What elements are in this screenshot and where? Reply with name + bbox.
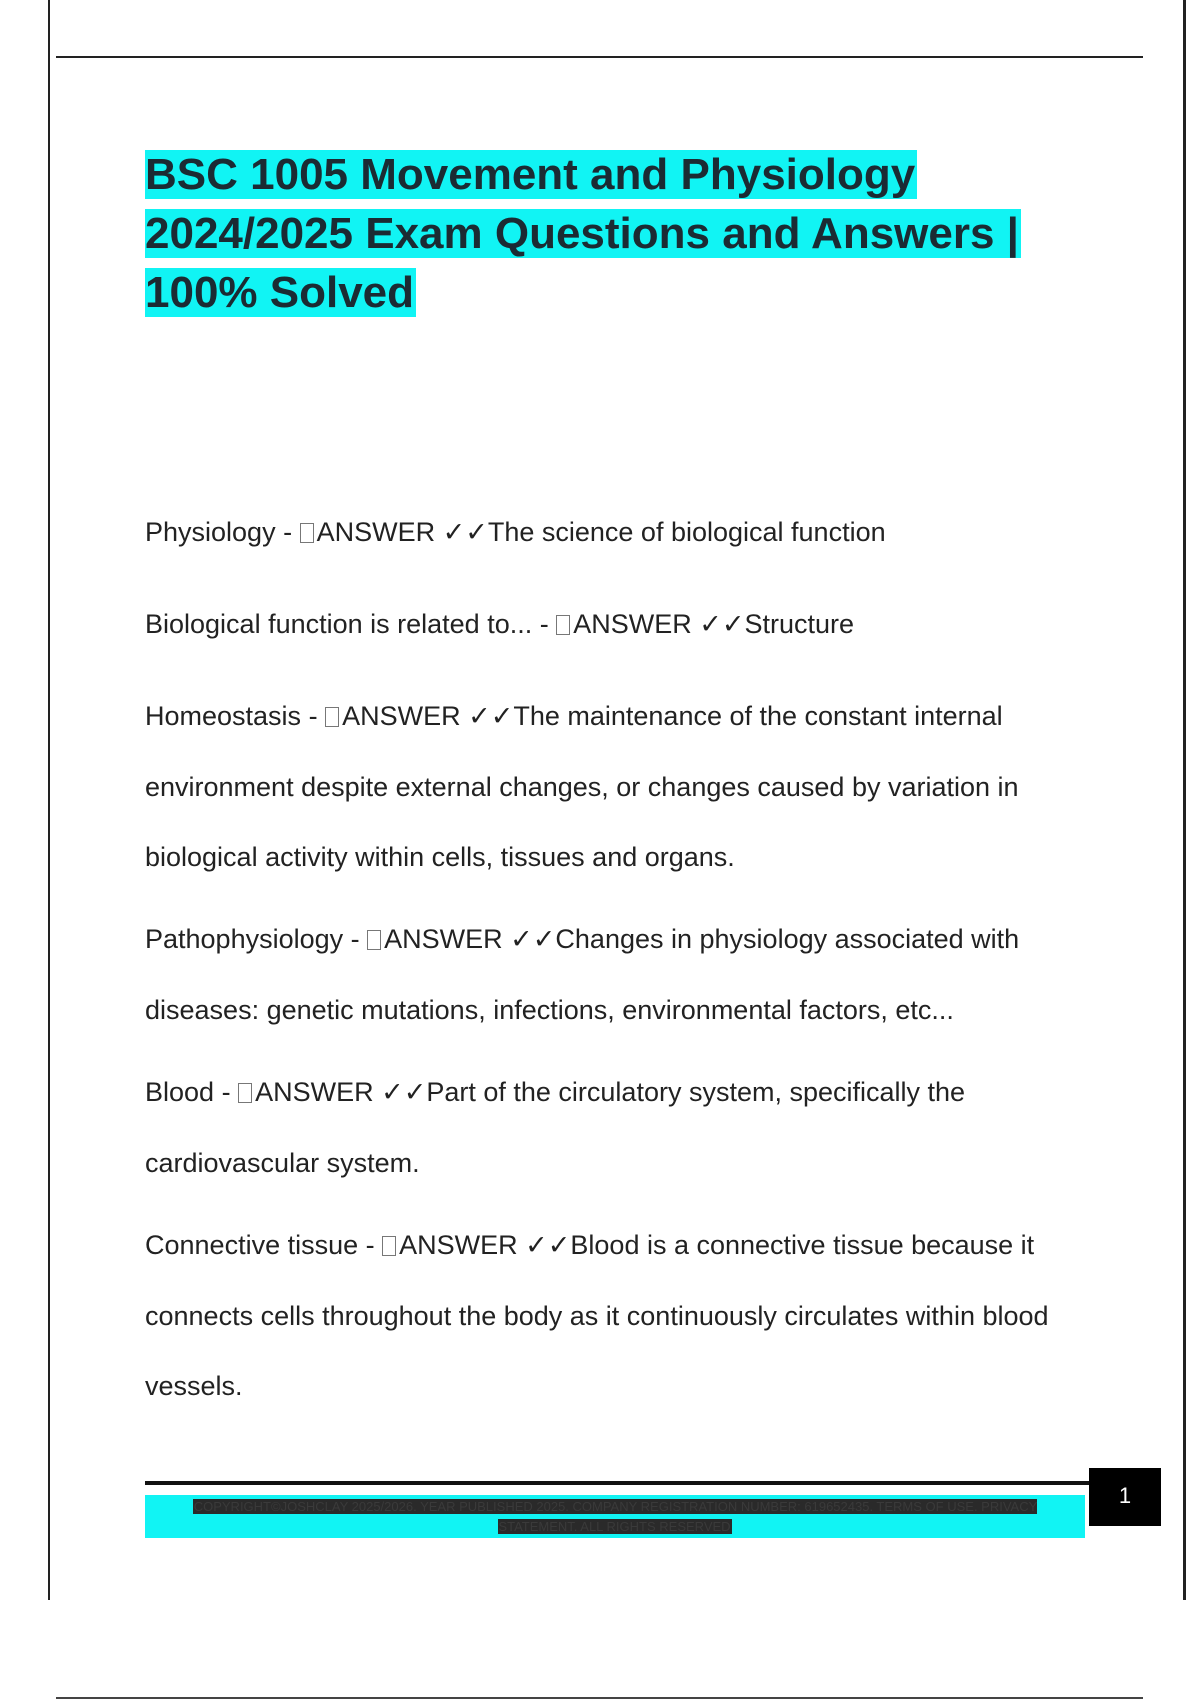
answer-label: ANSWER xyxy=(573,609,692,639)
qa-item: Pathophysiology - ANSWER ✓✓Changes in physiology associated with diseases: genetic mutations, infections, environmental factors, etc... xyxy=(145,924,1020,1025)
answer-label: ANSWER xyxy=(399,1230,518,1260)
page-frame-left xyxy=(48,0,50,1600)
double-check-icon: ✓✓ xyxy=(468,701,514,732)
page-frame-right xyxy=(1183,0,1186,1600)
qa-answer: Blood is a connective tissue because it connects cells throughout the body as it continuously circulates within blood vessels. xyxy=(145,1230,1049,1401)
double-check-icon: ✓✓ xyxy=(510,924,556,955)
double-check-icon: ✓✓ xyxy=(381,1077,427,1108)
qa-item: Blood - ANSWER ✓✓Part of the circulatory system, specifically the cardiovascular system. xyxy=(145,1077,966,1178)
answer-label: ANSWER xyxy=(316,517,436,547)
document-title xyxy=(145,145,1095,322)
placeholder-box-icon xyxy=(300,523,314,543)
answer-label: ANSWER xyxy=(384,924,503,954)
qa-answer: The maintenance of the constant internal environment despite external changes, or changes caused by variation in biological activity within cells, tissues and organs. xyxy=(145,701,1019,872)
qa-term: Homeostasis xyxy=(145,701,302,731)
qa-item: Homeostasis - ANSWER ✓✓The maintenance of the constant internal environment despite external changes, or changes caused by variation in biological activity within cells, tissues and organs. xyxy=(145,701,1019,872)
answer-label: ANSWER xyxy=(255,1077,374,1107)
answer-label: ANSWER xyxy=(342,701,461,731)
double-check-icon: ✓✓ xyxy=(525,1230,571,1261)
qa-term: Biological function is related to... xyxy=(145,609,533,639)
footer-band xyxy=(145,1495,1085,1538)
double-check-icon: ✓✓ xyxy=(442,517,488,548)
qa-answer: The science of biological function xyxy=(487,517,886,547)
double-check-icon: ✓✓ xyxy=(699,609,745,640)
next-page-rule xyxy=(56,1697,1143,1699)
qa-list xyxy=(145,497,1105,1433)
header-rule xyxy=(56,56,1143,58)
qa-term: Connective tissue xyxy=(145,1230,359,1260)
placeholder-box-icon xyxy=(382,1236,396,1256)
footer-rule xyxy=(145,1481,1091,1485)
placeholder-box-icon xyxy=(556,615,570,635)
qa-term: Physiology xyxy=(145,517,276,547)
qa-answer: Part of the circulatory system, specifically the cardiovascular system. xyxy=(145,1077,966,1178)
document-title-text: BSC 1005 Movement and Physiology 2024/2025 Exam Questions and Answers | 100% Solved xyxy=(145,150,1019,317)
qa-answer: Structure xyxy=(744,609,855,639)
placeholder-box-icon xyxy=(325,707,339,727)
qa-term: Blood xyxy=(145,1077,215,1107)
qa-answer: Changes in physiology associated with diseases: genetic mutations, infections, environmental factors, etc... xyxy=(145,924,1020,1025)
footer-copyright: COPYRIGHT©JOSHCLAY 2025/2026. YEAR PUBLISHED 2025. COMPANY REGISTRATION NUMBER: 619652435. TERMS OF USE. PRIVACY STATEMENT. ALL RIGHTS RESERVED xyxy=(193,1499,1038,1534)
page-number: 1 xyxy=(1089,1468,1161,1526)
placeholder-box-icon xyxy=(238,1083,252,1103)
placeholder-box-icon xyxy=(367,930,381,950)
qa-item: Connective tissue - ANSWER ✓✓Blood is a connective tissue because it connects cells throughout the body as it continuously circulates within blood vessels. xyxy=(145,1230,1049,1401)
qa-item: Biological function is related to... - ANSWER ✓✓Structure xyxy=(145,609,855,640)
qa-item: Physiology - ANSWER ✓✓The science of biological function xyxy=(145,517,886,548)
qa-term: Pathophysiology xyxy=(145,924,344,954)
